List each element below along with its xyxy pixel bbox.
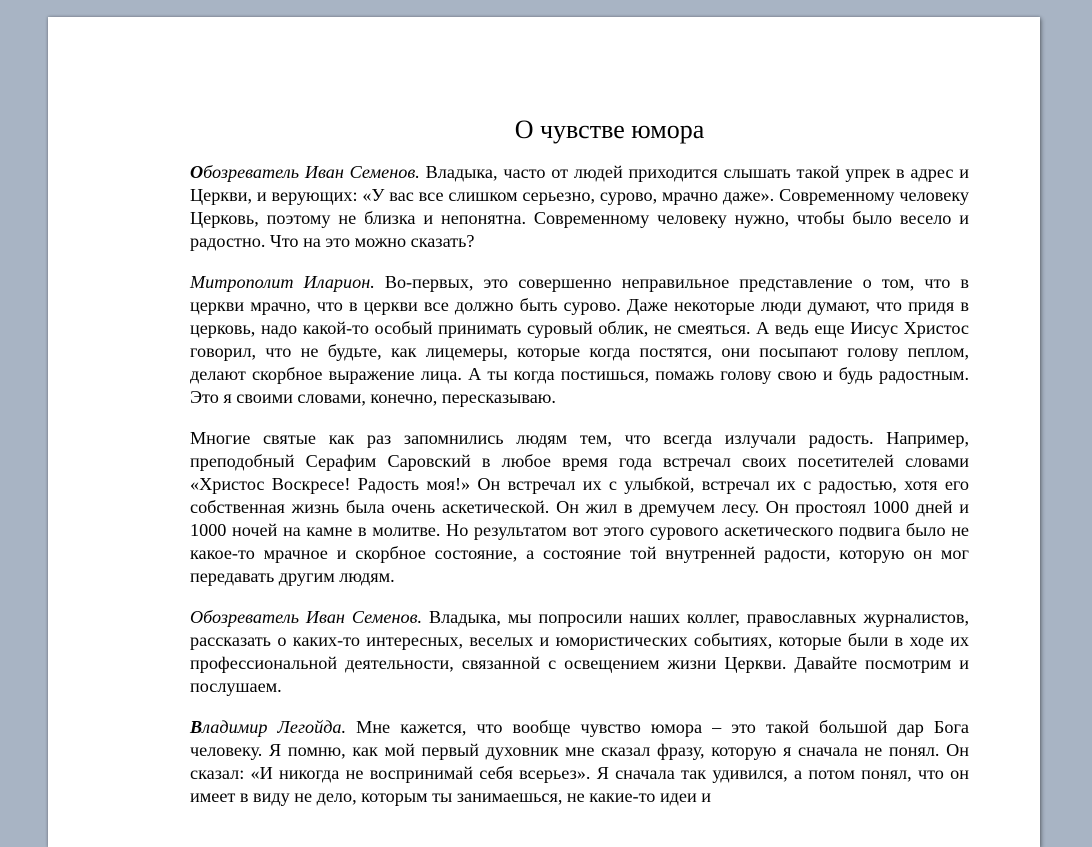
paragraph-5 — [190, 716, 969, 808]
speaker-name: Обозреватель Иван Семенов. — [190, 607, 423, 627]
paragraph-text: Во-первых, это совершенно неправильное представление о том, что в церкви мрачно, что в церкви все должно быть сурово. Даже некоторые люди думают, что придя в церковь, надо какой-то особый принимать суровый облик, не смеяться. А ведь еще Иисус Христос говорил, что не будьте, как лицемеры, которые когда постятся, они посыпают голову пеплом, делают скорбное выражение лица. А ты когда постишься, помажь голову свою и будь радостным. Это я своими словами, конечно, пересказываю. — [190, 272, 969, 407]
speaker-label — [190, 272, 375, 292]
paragraph-text: Владыка, часто от людей приходится слышать такой упрек в адрес и Церкви, и верующих: «У вас все слишком серьезно, сурово, мрачно даже». Современному человеку Церковь, поэтому не близка и непонятна. Современному человеку нужно, чтобы было весело и радостно. Что на это можно сказать? — [190, 162, 969, 251]
speaker-name: Митрополит Иларион. — [190, 272, 375, 292]
paragraph-4 — [190, 606, 969, 698]
paragraph-2 — [190, 271, 969, 409]
speaker-name: бозреватель Иван Семенов. — [203, 162, 420, 182]
speaker-initial: В — [190, 717, 203, 737]
paragraph-1 — [190, 161, 969, 253]
speaker-label — [190, 717, 346, 737]
document-page — [48, 17, 1040, 847]
paragraph-3 — [190, 427, 969, 588]
paragraph-text: Многие святые как раз запомнились людям тем, что всегда излучали радость. Например, преподобный Серафим Саровский в любое время года встречал своих посетителей словами «Христос Воскресе! Радость моя!» Он встречал их с улыбкой, встречал их с радостью, хотя его собственная жизнь была очень аскетической. Он жил в дремучем лесу. Он простоял 1000 дней и 1000 ночей на камне в молитве. Но результатом вот этого сурового аскетического подвига было не какое-то мрачное и скорбное состояние, а состояние той внутренней радости, которую он мог передавать другим людям. — [190, 428, 969, 586]
paragraph-text: Владыка, мы попросили наших коллег, православных журналистов, рассказать о каких-то интересных, веселых и юмористических событиях, которые были в ходе их профессиональной деятельности, связанной с освещением жизни Церкви. Давайте посмотрим и послушаем. — [190, 607, 969, 696]
speaker-label — [190, 607, 422, 627]
document-body — [190, 113, 969, 826]
speaker-initial: О — [190, 162, 204, 182]
speaker-label — [190, 162, 420, 182]
paragraph-text: Мне кажется, что вообще чувство юмора – это такой большой дар Бога человеку. Я помню, как мой первый духовник мне сказал фразу, которую я сначала не понял. Он сказал: «И никогда не воспринимай себя всерьез». Я сначала так удивился, а потом понял, что он имеет в виду не дело, которым ты занимаешься, не какие-то идеи и — [190, 717, 969, 806]
speaker-name: ладимир Легойда. — [202, 717, 347, 737]
document-title: О чувстве юмора — [514, 115, 705, 144]
